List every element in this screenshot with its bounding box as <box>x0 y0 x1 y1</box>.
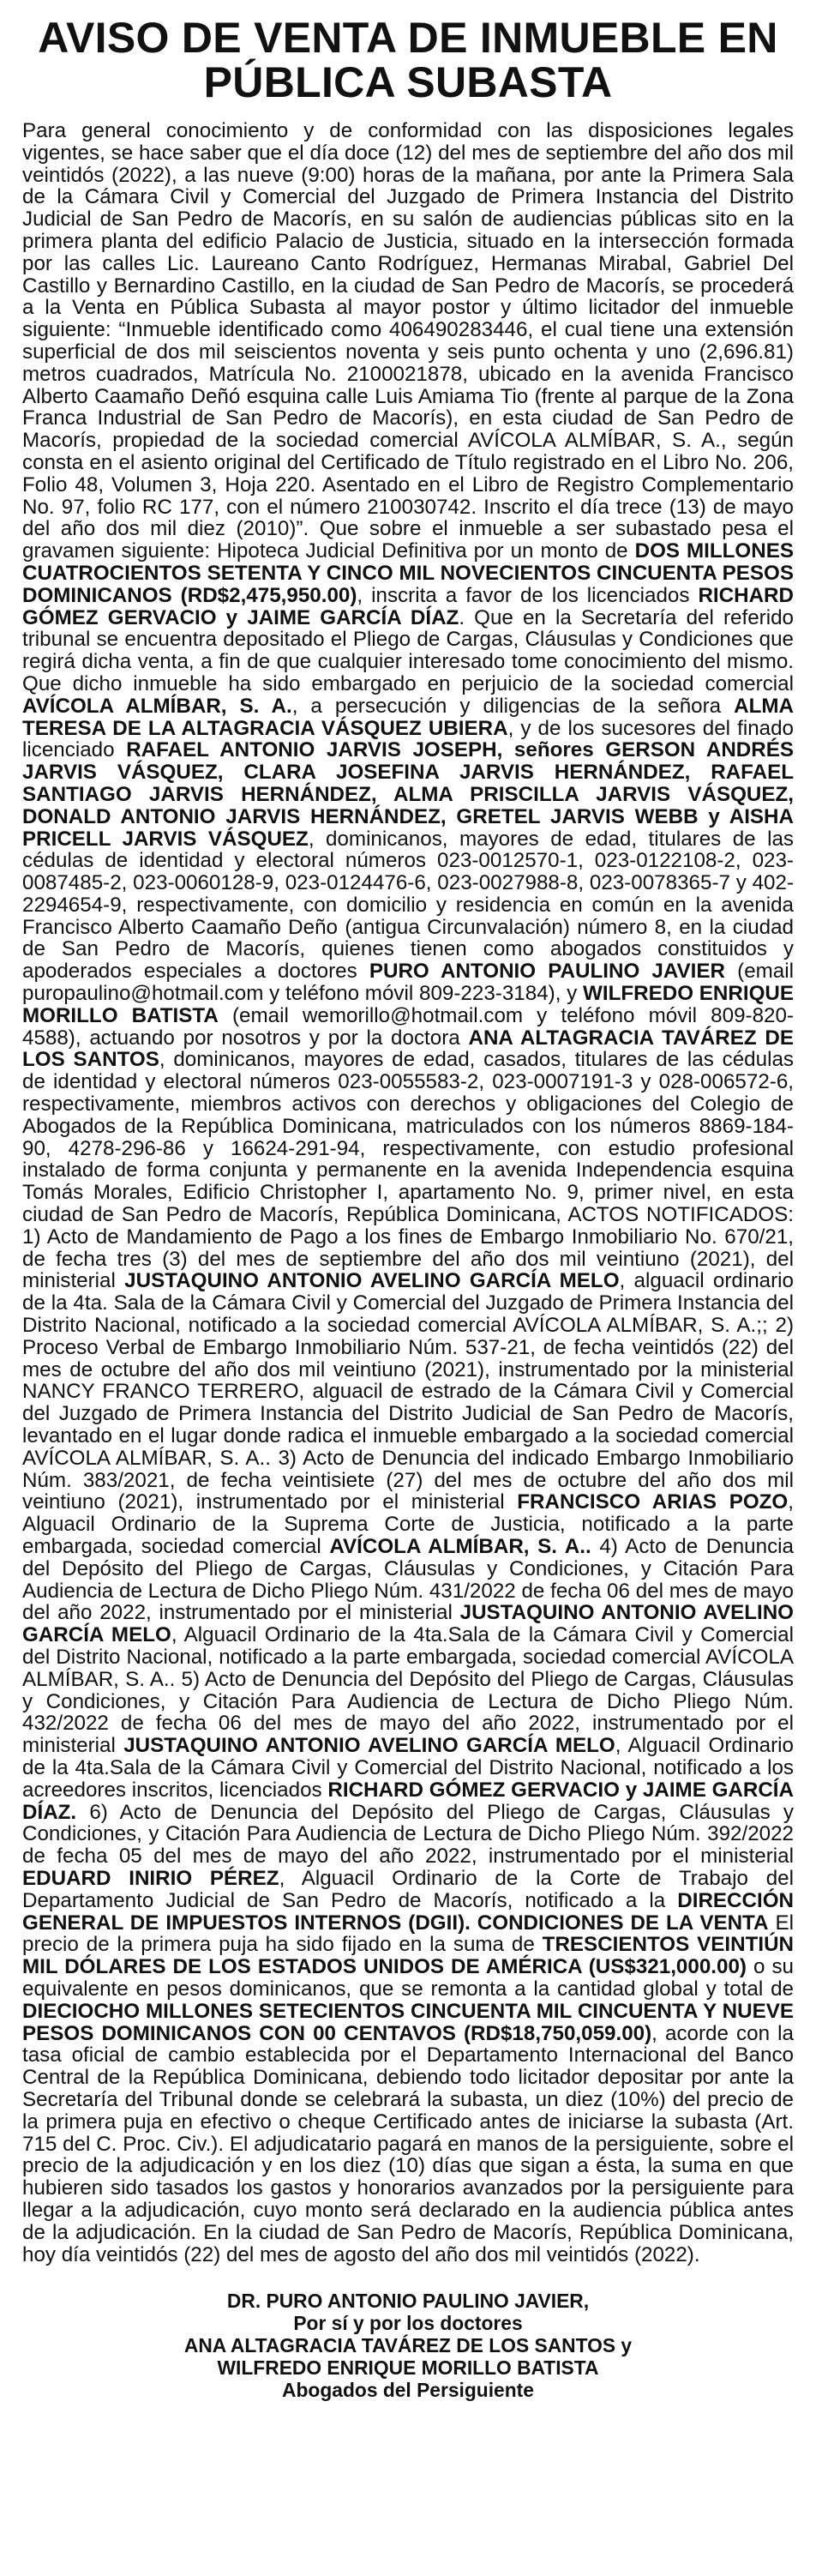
body-text: , a persecución y diligencias de la señora <box>291 694 735 718</box>
notice-body <box>22 120 794 2266</box>
body-emphasis-text: RICHARD GÓMEZ GERVACIO y JAIME GARCÍA DÍAZ <box>22 583 794 629</box>
signature-line-4: WILFREDO ENRIQUE MORILLO BATISTA <box>217 2356 599 2380</box>
signature-line-2: Por sí y por los doctores <box>293 2312 523 2335</box>
body-emphasis-text: JUSTAQUINO ANTONIO AVELINO GARCÍA MELO <box>124 1269 620 1293</box>
signature-block <box>22 2290 794 2401</box>
body-emphasis-text: JUSTAQUINO ANTONIO AVELINO GARCÍA MELO <box>123 1734 615 1758</box>
body-text: 6) Acto de Denuncia del Depósito del Pliego de Cargas, Cláusulas y Condiciones, y Citación Para Audiencia de Lectura de Dicho Pliego Núm. 392/2022 de fecha 05 del mes de mayo del año 2022, instrumentado por el ministerial <box>22 1800 794 1869</box>
body-text: o su equivalente en pesos dominicanos, que se remonta a la cantidad global y total de <box>22 1955 794 2001</box>
body-text: , dominicanos, mayores de edad, casados, titulares de las cédulas de identidad y electoral números 023-0055583-2, 023-0007191-3 y 028-006572-6, respectivamente, miembros activos con derechos y obligaciones del Colegio de Abogados de la República Dominicana, matriculados con los números 8869-184-90, 4278-296-86 y 16624-291-94, respectivamente, con estudio profesional instalado de forma conjunta y permanente en la avenida Independencia esquina Tomás Morales, Edificio Christopher I, apartamento No. 9, primer nivel, en esta ciudad de San Pedro de Macorís, República Dominicana, ACTOS NOTIFICADOS: 1) Acto de Mandamiento de Pago a los fines de Embargo Inmobiliario No. 670/21, de fecha tres (3) del mes de septiembre del año dos mil veintiuno (2021), del ministerial <box>22 1048 794 1293</box>
signature-line-5: Abogados del Persiguiente <box>282 2379 534 2402</box>
body-emphasis-text: DOS MILLONES CUATROCIENTOS SETENTA Y CINCO MIL NOVECIENTOS CINCUENTA PESOS DOMINICANOS (RD$2,475,950.00) <box>22 539 794 607</box>
body-emphasis-text: JUSTAQUINO ANTONIO AVELINO GARCÍA MELO <box>22 1601 794 1647</box>
body-emphasis-text: PURO ANTONIO PAULINO JAVIER <box>369 960 725 984</box>
body-emphasis-text: DIECIOCHO MILLONES SETECIENTOS CINCUENTA MIL CINCUENTA Y NUEVE PESOS DOMINICANOS CON 00 CENTAVOS (RD$18,750,059.00) <box>22 1999 794 2045</box>
body-text: , Alguacil Ordinario de la Suprema Corte de Justicia, notificado a la parte embargada, sociedad comercial <box>22 1490 794 1558</box>
body-text: , Alguacil Ordinario de la Corte de Trabajo del Departamento Judicial de San Pedro de Macorís, notificado a la <box>22 1866 794 1912</box>
body-text: (email wemorillo@hotmail.com y teléfono móvil 809-820-4588), actuando por nosotros y por la doctora <box>22 1003 794 1050</box>
body-text: , y de los sucesores del finado licenciado <box>22 716 794 762</box>
body-text: , alguacil ordinario de la 4ta. Sala de la Cámara Civil y Comercial del Juzgado de Primera Instancia del Distrito Nacional, notificado a la sociedad comercial AVÍCOLA ALMÍBAR, S. A.;; 2) Proceso Verbal de Embargo Inmobiliario Núm. 537-21, de fecha veintidós (22) del mes de octubre del año dos mil veintiuno (2021), instrumentado por la ministerial NANCY FRANCO TERRERO, alguacil de estrado de la Cámara Civil y Comercial del Juzgado de Primera Instancia del Distrito Judicial de San Pedro de Macorís, levantado en el lugar donde radica el inmueble embargado a la sociedad comercial AVÍCOLA ALMÍBAR, S. A.. 3) Acto de Denuncia del indicado Embargo Inmobiliario Núm. 383/2021, de fecha veintisiete (27) del mes de octubre del año dos mil veintiuno (2021), instrumentado por el ministerial <box>22 1269 794 1514</box>
notice-title-line-2: PÚBLICA SUBASTA <box>203 58 613 106</box>
body-emphasis-text: AVÍCOLA ALMÍBAR, S. A. <box>22 694 292 718</box>
signature-line-1: DR. PURO ANTONIO PAULINO JAVIER, <box>226 2290 590 2313</box>
body-text: (email puropaulino@hotmail.com y teléfono móvil 809-223-3184), y <box>22 960 795 1006</box>
body-emphasis-text: WILFREDO ENRIQUE MORILLO BATISTA <box>22 982 794 1027</box>
body-emphasis-text: FRANCISCO ARIAS POZO <box>517 1490 789 1514</box>
notice-title-line-1: AVISO DE VENTA DE INMUEBLE EN <box>38 14 778 62</box>
body-text: , Alguacil Ordinario de la 4ta.Sala de la Cámara Civil y Comercial del Distrito Nacional, notificado a los acreedores inscritos, licenciados <box>22 1734 794 1802</box>
signature-line-3: ANA ALTAGRACIA TAVÁREZ DE LOS SANTOS y <box>183 2334 633 2357</box>
body-text: Para general conocimiento y de conformidad con las disposiciones legales vigentes, se hace saber que el día doce (12) del mes de septiembre del año dos mil veintidós (2022), a las nueve (9:00) horas de la mañana, por ante la Primera Sala de la Cámara Civil y Comercial del Juzgado de Primera Instancia del Distrito Judicial de San Pedro de Macorís, en su salón de audiencias públicas sito en la primera planta del edificio Palacio de Justicia, situado en la intersección formada por las calles Lic. Laureano Canto Rodríguez, Hermanas Mirabal, Gabriel Del Castillo y Bernardino Castillo, en la ciudad de San Pedro de Macorís, se procederá a la Venta en Pública Subasta al mayor postor y último licitador del inmueble siguiente: “Inmueble identificado como 406490283446, el cual tiene una extensión superficial de dos mil seiscientos noventa y seis punto ochenta y uno (2,696.81) metros cuadrados, Matrícula No. 2100021878, ubicado en la avenida Francisco Alberto Caamaño Deñó esquina calle Luis Amiama Tio (frente al parque de la Zona Franca Industrial de San Pedro de Macorís), en esta ciudad de San Pedro de Macorís, propiedad de la sociedad comercial AVÍCOLA ALMÍBAR, S. A., según consta en el asiento original del Certificado de Título registrado en el Libro No. 206, Folio 48, Volumen 3, Hoja 220. Asentado en el Libro de Registro Complementario No. 97, folio RC 177, con el número 210030742. Inscrito el día trece (13) de mayo del año dos mil diez (2010)”. Que sobre el inmueble a ser subastado pesa el gravamen siguiente: Hipoteca Judicial Definitiva por un monto de <box>22 119 794 563</box>
body-emphasis-text: EDUARD INIRIO PÉREZ <box>22 1866 279 1890</box>
body-text: , acorde con la tasa oficial de cambio establecida por el Departamento Internacional del Banco Central de la República Dominicana, debiendo todo licitador depositar por ante la Secretaría del Tribunal donde se celebrará la subasta, un diez (10%) del precio de la primera puja en efectivo o cheque Certificado antes de iniciarse la subasta (Art. 715 del C. Proc. Civ.). El adjudicatario pagará en manos de la persiguiente, sobre el precio de la adjudicación y en los diez (10) días que sigan a ésta, la suma en que hubieren sido tasados los gastos y honorarios avanzados por la persiguiente para llegar a la adjudicación, cuyo monto será declarado en la audiencia pública antes de la adjudicación. En la ciudad de San Pedro de Macorís, República Dominicana, hoy día veintidós (22) del mes de agosto del año dos mil veintidós (2022). <box>22 2021 794 2266</box>
body-text: 4) Acto de Denuncia del Depósito del Pliego de Cargas, Cláusulas y Condiciones, y Citación Para Audiencia de Lectura de Dicho Pliego Núm. 431/2022 de fecha 06 del mes de mayo del año 2022, instrumentado por el ministerial <box>22 1535 794 1625</box>
body-emphasis-text: RICHARD GÓMEZ GERVACIO y JAIME GARCÍA DÍAZ. <box>22 1778 794 1824</box>
notice-title <box>22 15 794 105</box>
body-emphasis-text: DIRECCIÓN GENERAL DE IMPUESTOS INTERNOS (DGII). CONDICIONES DE LA VENTA <box>22 1888 794 1935</box>
body-emphasis-text: ANA ALTAGRACIA TAVÁREZ DE LOS SANTOS <box>22 1026 794 1072</box>
body-text: , dominicanos, mayores de edad, titulares de las cédulas de identidad y electoral números 023-0012570-1, 023-0122108-2, 023-0087485-2, 023-0060128-9, 023-0124476-6, 023-0027988-8, 023-0078365-7 y 402-2294654-9, respectivamente, con domicilio y residencia en común en la avenida Francisco Alberto Caamaño Deño (antigua Circunvalación) número 8, en la ciudad de San Pedro de Macorís, quienes tienen como abogados constituidos y apoderados especiales a doctores <box>22 827 794 984</box>
body-text: . Que en la Secretaría del referido tribunal se encuentra depositado el Pliego de Cargas, Cláusulas y Condiciones que regirá dicha venta, a fin de que cualquier interesado tome conocimiento del mismo. Que dicho inmueble ha sido embargado en perjuicio de la sociedad comercial <box>22 605 794 695</box>
body-emphasis-text: TRESCIENTOS VEINTIÚN MIL DÓLARES DE LOS ESTADOS UNIDOS DE AMÉRICA (US$321,000.00) <box>22 1933 795 1979</box>
body-emphasis-text: AVÍCOLA ALMÍBAR, S. A.. <box>329 1535 591 1558</box>
body-text: , inscrita a favor de los licenciados <box>357 583 699 607</box>
body-emphasis-text: RAFAEL ANTONIO JARVIS JOSEPH, señores GERSON ANDRÉS JARVIS VÁSQUEZ, CLARA JOSEFINA JARVIS HERNÁNDEZ, RAFAEL SANTIAGO JARVIS HERNÁNDEZ, ALMA PRISCILLA JARVIS VÁSQUEZ, DONALD ANTONIO JARVIS HERNÁNDEZ, GRETEL JARVIS WEBB y AISHA PRICELL JARVIS VÁSQUEZ <box>22 738 794 851</box>
body-emphasis-text: ALMA TERESA DE LA ALTAGRACIA VÁSQUEZ UBIERA <box>22 694 794 740</box>
body-text: , Alguacil Ordinario de la 4ta.Sala de la Cámara Civil y Comercial del Distrito Nacional, notificado a la parte embargada, sociedad comercial AVÍCOLA ALMÍBAR, S. A.. 5) Acto de Denuncia del Depósito del Pliego de Cargas, Cláusulas y Condiciones, y Citación Para Audiencia de Lectura de Dicho Pliego Núm. 432/2022 de fecha 06 del mes de mayo del año 2022, instrumentado por el ministerial <box>22 1623 794 1758</box>
body-text: El precio de la primera puja ha sido fijado en la suma de <box>22 1911 794 1957</box>
